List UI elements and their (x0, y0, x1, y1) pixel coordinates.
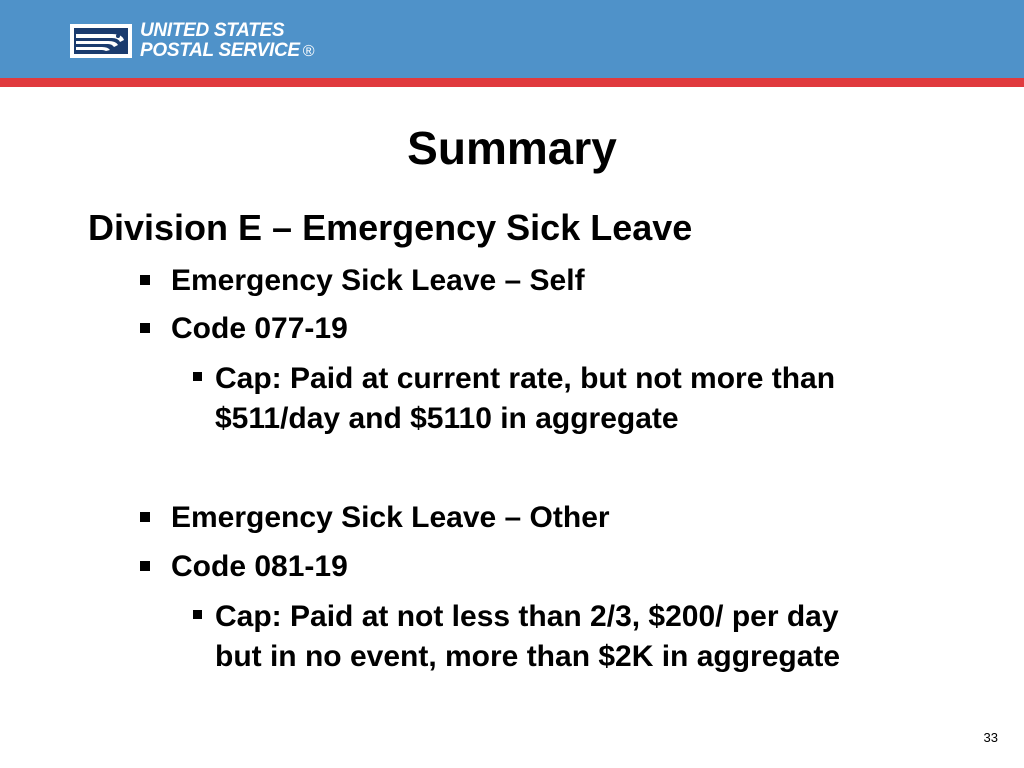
square-bullet-icon (140, 275, 150, 285)
cap-line-1: Cap: Paid at not less than 2/3, $200/ per day (215, 600, 839, 633)
eagle-icon (68, 20, 134, 62)
logo-line-2-text: POSTAL SERVICE (140, 39, 300, 61)
bullet-label: Emergency Sick Leave – Self (171, 264, 585, 297)
bullet-label: Code 077-19 (171, 312, 348, 345)
section-heading: Division E – Emergency Sick Leave (88, 207, 693, 248)
square-bullet-icon (193, 372, 202, 381)
cap-line-2: but in no event, more than $2K in aggregate (215, 640, 841, 673)
square-bullet-icon (140, 561, 150, 571)
usps-logo (68, 20, 314, 62)
registered-mark: ® (302, 42, 315, 60)
cap-line-2: $511/day and $5110 in aggregate (215, 402, 679, 435)
square-bullet-icon (193, 610, 202, 619)
header-red-stripe (0, 78, 1024, 87)
square-bullet-icon (140, 323, 150, 333)
square-bullet-icon (140, 512, 150, 522)
logo-line-2 (140, 41, 314, 62)
page-number: 33 (983, 730, 998, 745)
logo-wordmark (140, 21, 314, 62)
logo-line-1: UNITED STATES (140, 19, 285, 41)
bullet-label: Code 081-19 (171, 550, 348, 583)
cap-line-1: Cap: Paid at current rate, but not more than (215, 362, 836, 395)
slide-title: Summary (407, 122, 617, 174)
bullet-label: Emergency Sick Leave – Other (171, 501, 610, 534)
